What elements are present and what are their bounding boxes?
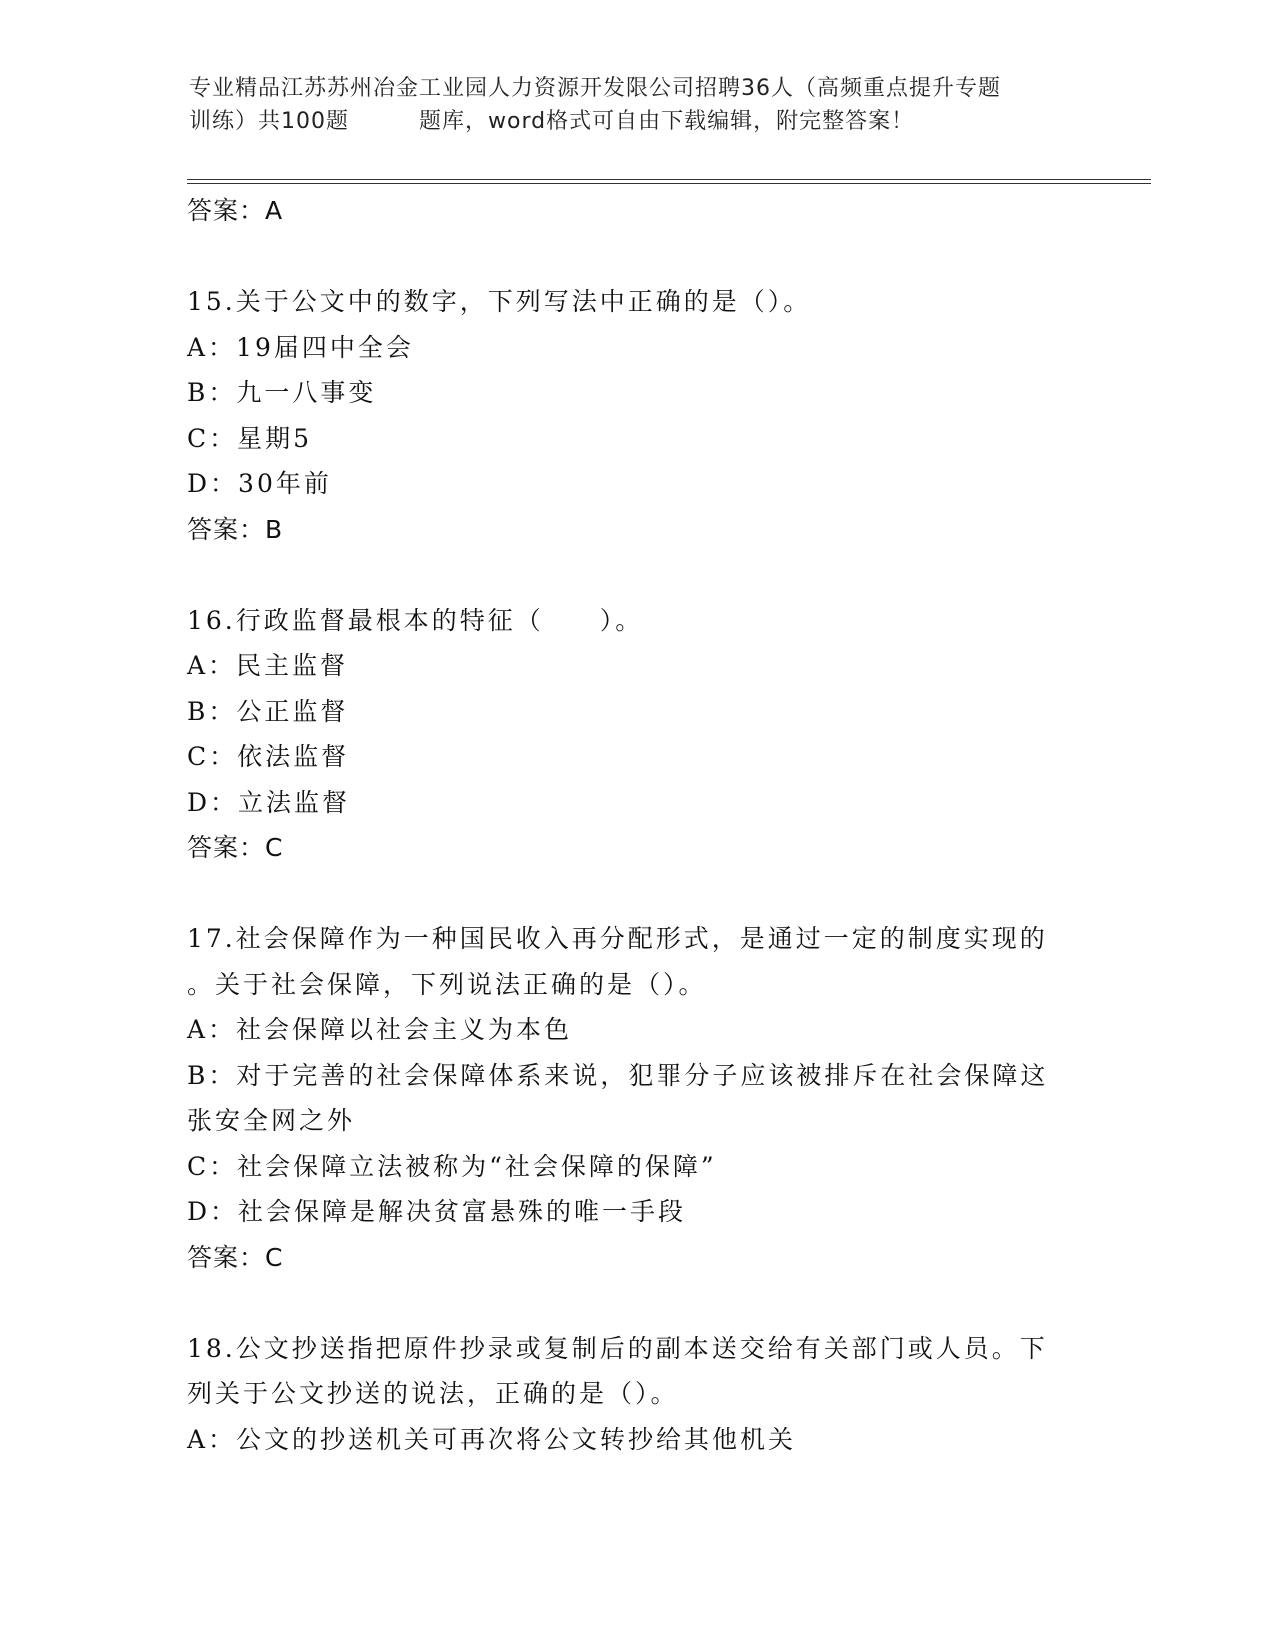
spacer (187, 1280, 1087, 1326)
header-divider-bottom (187, 183, 1151, 184)
spacer (187, 234, 1087, 280)
answer-line: 答案：C (187, 833, 284, 862)
option-a: A：公文的抄送机关可再次将公文转抄给其他机关 (187, 1424, 797, 1454)
question-stem-line-2: 列关于公文抄送的说法，正确的是（）。 (187, 1379, 679, 1408)
header-divider-top (187, 179, 1151, 180)
question-stem: 16.行政监督最根本的特征（ ）。 (187, 605, 644, 635)
option-d: D：立法监督 (187, 787, 351, 817)
question-18 (187, 1326, 1087, 1463)
answer-line: 答案：C (187, 1242, 284, 1272)
header-line-2-part-1: 训练）共100题 (189, 109, 349, 134)
spacer (187, 871, 1087, 917)
question-list (187, 188, 1087, 1462)
option-c: C：依法监督 (187, 742, 350, 771)
spacer (187, 552, 1087, 598)
header-line-2 (189, 105, 1079, 138)
answer-previous: 答案：A (187, 196, 284, 225)
option-a: A：民主监督 (187, 651, 349, 680)
answer-line: 答案：B (187, 514, 284, 544)
option-b-line-1: B：对于完善的社会保障体系来说，犯罪分子应该被排斥在社会保障这 (187, 1060, 1049, 1090)
option-c: C：星期5 (187, 423, 313, 453)
question-16 (187, 598, 1087, 871)
option-d: D：30年前 (187, 469, 332, 498)
question-stem-line-1: 17.社会保障作为一种国民收入再分配形式，是通过一定的制度实现的 (187, 924, 1048, 953)
question-17 (187, 916, 1087, 1280)
question-15 (187, 279, 1087, 552)
option-d: D：社会保障是解决贫富悬殊的唯一手段 (187, 1197, 687, 1226)
option-a: A：社会保障以社会主义为本色 (187, 1015, 573, 1044)
question-stem: 15.关于公文中的数字，下列写法中正确的是（）。 (187, 287, 812, 316)
header-line-1: 专业精品江苏苏州冶金工业园人力资源开发限公司招聘36人（高频重点提升专题 (189, 76, 1001, 101)
option-b: B：公正监督 (187, 696, 349, 726)
option-b-line-2: 张安全网之外 (187, 1106, 356, 1135)
header-line-2-part-2: 题库，word格式可自由下载编辑，附完整答案！ (419, 109, 915, 134)
question-stem-line-1: 18.公文抄送指把原件抄录或复制后的副本送交给有关部门或人员。下 (187, 1333, 1048, 1363)
document-header (189, 72, 1079, 138)
option-a: A：19届四中全会 (187, 332, 414, 362)
option-b: B：九一八事变 (187, 378, 377, 407)
question-stem-line-2: 。关于社会保障，下列说法正确的是（）。 (187, 969, 707, 999)
option-c: C：社会保障立法被称为“社会保障的保障” (187, 1151, 717, 1181)
